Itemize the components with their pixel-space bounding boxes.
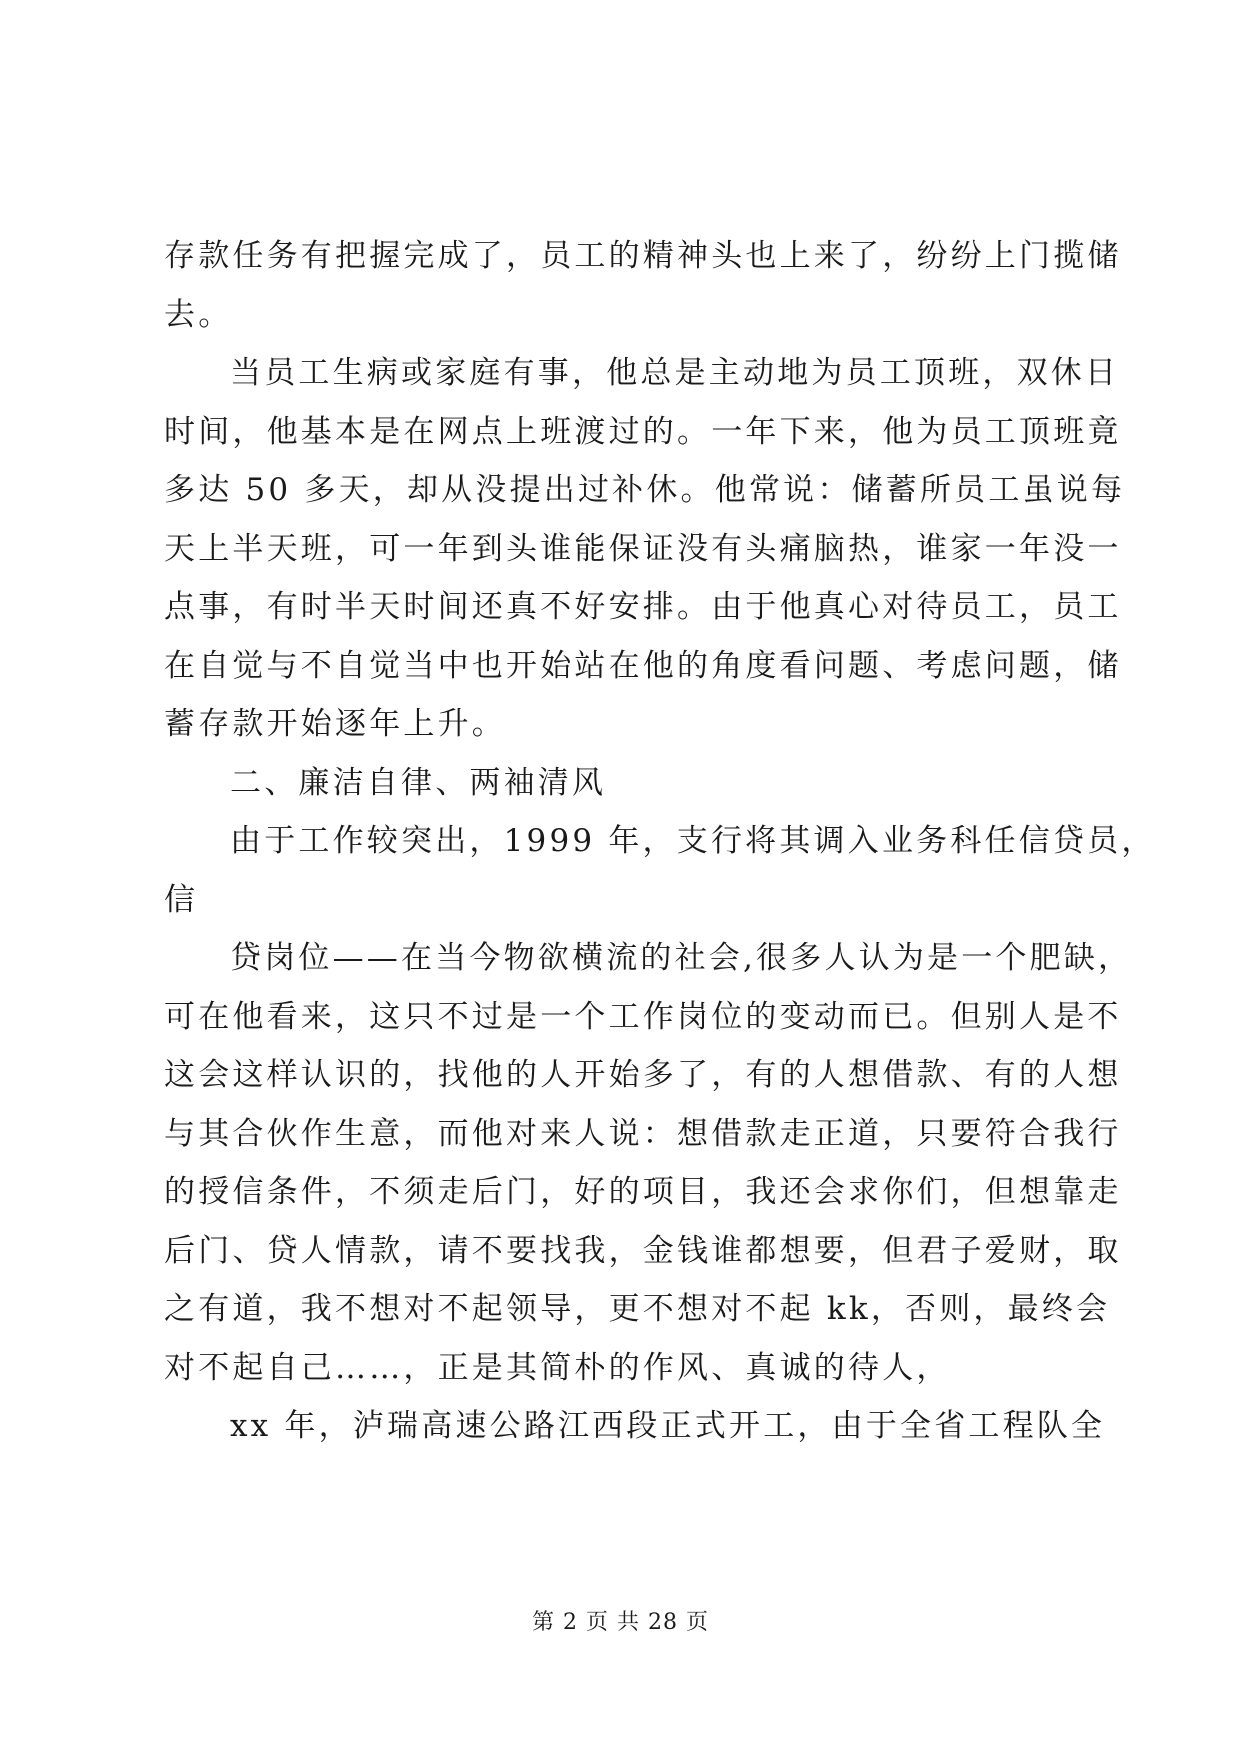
text-line: 去。 — [164, 296, 233, 333]
text-line: 蓄存款开始逐年上升。 — [164, 706, 506, 742]
text-line: 信 — [164, 881, 199, 918]
text-line: 时间，他基本是在网点上班渡过的。一年下来，他为员工顶班竟 — [164, 413, 1122, 450]
paragraph-start-line: 贷岗位——在当今物欲横流的社会,很多人认为是一个肥缺， — [230, 940, 1133, 976]
text-line: 对不起自己……，正是其简朴的作风、真诚的待人， — [164, 1349, 951, 1386]
page-number-footer: 第 2 页 共 28 页 — [532, 1610, 709, 1635]
text-line: 在自觉与不自觉当中也开始站在他的角度看问题、考虑问题，储 — [164, 647, 1122, 684]
text-line: 可在他看来，这只不过是一个工作岗位的变动而已。但别人是不 — [164, 998, 1122, 1035]
text-line: 后门、贷人情款，请不要找我，金钱谁都想要，但君子爱财，取 — [164, 1232, 1122, 1269]
text-line: 天上半天班，可一年到头谁能保证没有头痛脑热，谁家一年没一 — [164, 530, 1122, 567]
paragraph-start-line: xx 年，泸瑞高速公路江西段正式开工，由于全省工程队全 — [230, 1408, 1106, 1444]
document-body — [164, 227, 1156, 1456]
text-line: 的授信条件，不须走后门，好的项目，我还会求你们，但想靠走 — [164, 1174, 1122, 1210]
text-line: 点事，有时半天时间还真不好安排。由于他真心对待员工，员工 — [164, 589, 1122, 625]
paragraph-start-line: 当员工生病或家庭有事，他总是主动地为员工顶班，双休日 — [230, 355, 1120, 391]
text-line: 多达 50 多天，却从没提出过补休。他常说：储蓄所员工虽说每 — [164, 472, 1126, 508]
section-heading: 二、廉洁自律、两袖清风 — [230, 764, 607, 801]
text-line: 存款任务有把握完成了，员工的精神头也上来了，纷纷上门揽储 — [164, 238, 1122, 274]
text-line: 这会这样认识的，找他的人开始多了，有的人想借款、有的人想 — [164, 1057, 1122, 1093]
paragraph-start-line: 由于工作较突出，1999 年，支行将其调入业务科任信贷员， — [230, 823, 1156, 859]
text-line: 之有道，我不想对不起领导，更不想对不起 kk，否则，最终会 — [164, 1291, 1111, 1327]
text-line: 与其合伙作生意，而他对来人说：想借款走正道，只要符合我行 — [164, 1115, 1122, 1152]
